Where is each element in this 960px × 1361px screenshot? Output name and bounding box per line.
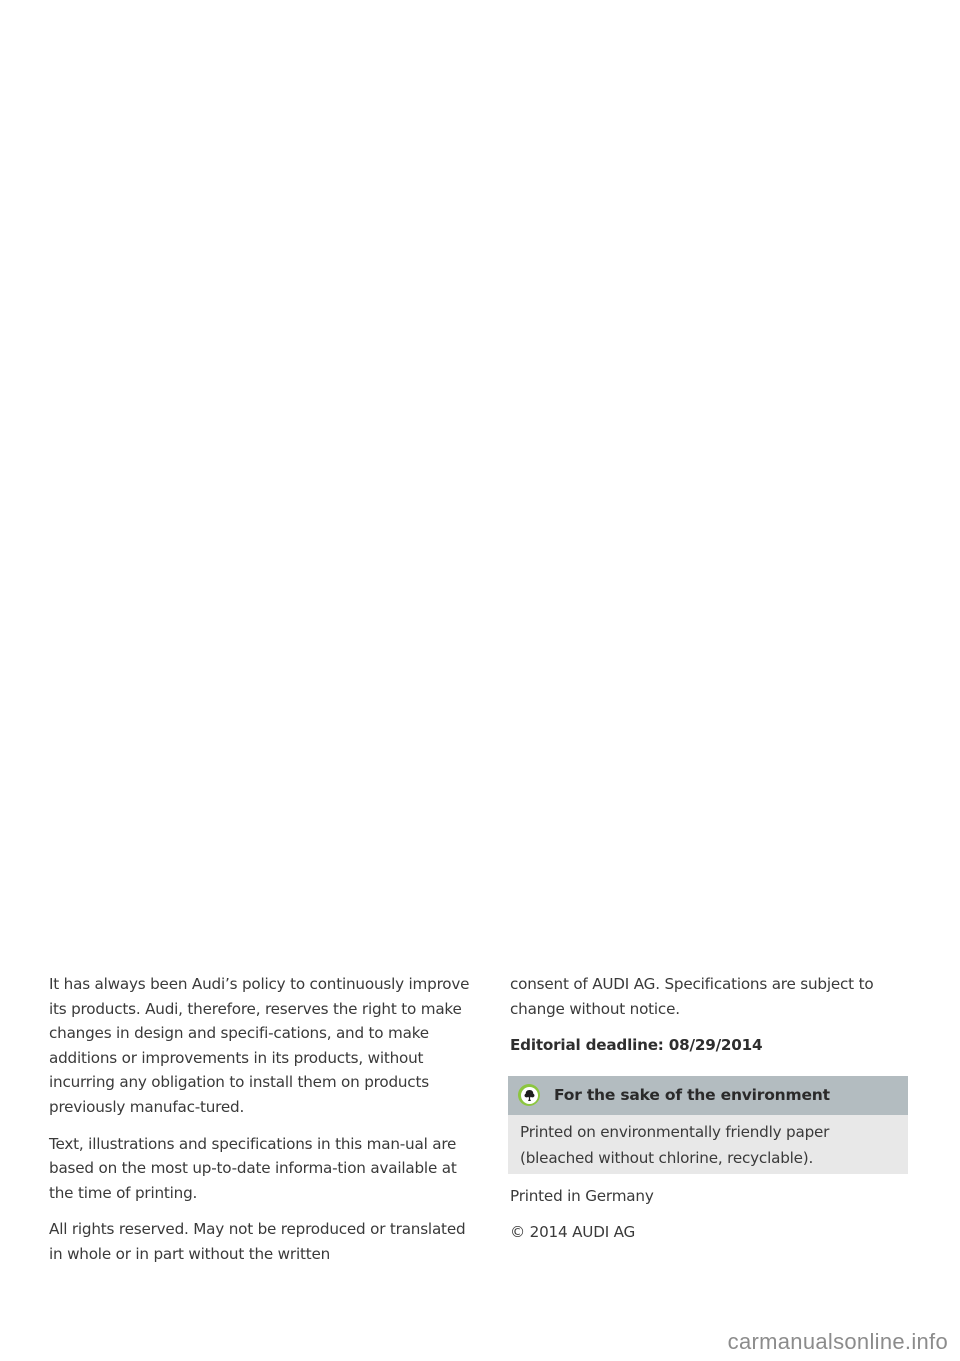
- right-column: [510, 972, 915, 1257]
- environment-notice-body: Printed on environmentally friendly paper (bleached without chlorine, recyclable).: [508, 1115, 908, 1174]
- environment-notice-title: For the sake of the environment: [554, 1085, 830, 1104]
- rights-paragraph: All rights reserved. May not be reproduced or translated in whole or in part without the written: [49, 1220, 466, 1263]
- left-column: [49, 972, 479, 1279]
- consent-paragraph: consent of AUDI AG. Specifications are subject to change without notice.: [510, 975, 874, 1018]
- copyright-text: © 2014 AUDI AG: [510, 1223, 636, 1242]
- printed-in-text: Printed in Germany: [510, 1186, 654, 1205]
- policy-paragraph: It has always been Audi’s policy to continuously improve its products. Audi, therefore, reserves the right to make changes in design and specifi-cations, and to make additions or improvements in its products, without incurring any obligation to install them on products previously manufac-tured.: [49, 975, 470, 1116]
- environment-notice-box: [508, 1076, 908, 1174]
- environment-notice-header: [508, 1076, 908, 1115]
- watermark-text: carmanualsonline.info: [727, 1329, 948, 1354]
- editorial-deadline: Editorial deadline: 08/29/2014: [510, 1036, 763, 1055]
- tree-icon: [518, 1084, 540, 1106]
- information-paragraph: Text, illustrations and specifications in this man-ual are based on the most up-to-date informa-tion available at the time of printing.: [49, 1134, 457, 1202]
